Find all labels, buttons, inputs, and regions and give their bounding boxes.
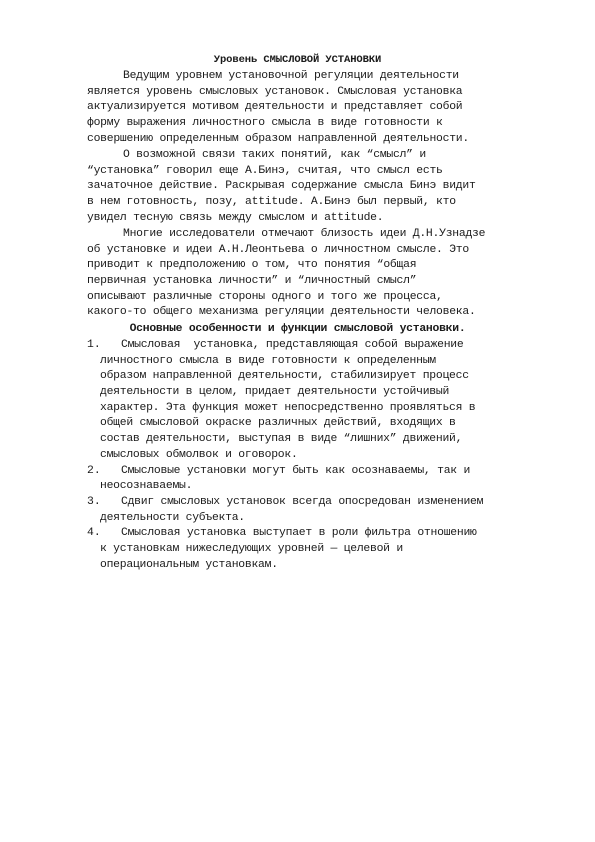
text-line: первичная установка личности” и “личностный смысл” [87,275,417,288]
text-line: смысловых обмолвок и оговорок. [100,448,298,461]
text-line: операциональным установкам. [100,558,278,571]
text-line: в нем готовность, позу, attitude. А.Бинэ был первый, кто [87,196,456,209]
text-line: увидел тесную связь между смыслом и attitude. [87,211,384,224]
text-line: зачаточное действие. Раскрывая содержание смысла Бинэ видит [87,180,476,193]
text-line: деятельности субъекта. [100,511,245,524]
text-line: Смысловая установка выступает в роли фильтра отношению [121,527,477,540]
text-line: Многие исследователи отмечают близость идеи Д.Н.Узнадзе [123,228,486,240]
text-line: образом направленной деятельности, стабилизирует процесс [100,370,469,383]
text-line: общей смысловой окраске различных действий, входящих в [100,417,456,430]
text-line: состав деятельности, выступая в виде “лишних” движений, [100,433,463,446]
text-line: к установкам нижеследующих уровней — целевой и [100,542,403,555]
text-line: описывают различные стороны одного и того же процесса, [87,290,443,303]
text-line: Ведущим уровнем установочной регуляции деятельности [123,70,459,82]
list-item [87,464,557,495]
text-line: форму выражения личностного смысла в виде готовности к [87,117,443,130]
text-line: деятельности в целом, придает деятельности устойчивый [100,386,450,399]
list-item-number: 4. [87,527,101,540]
list-item-number: 1. [87,339,101,351]
list-item-number: 2. [87,464,101,477]
list-item-number: 3. [87,495,101,508]
paragraph-2 [87,148,557,226]
text-line: об установке и идеи А.Н.Леонтьева о личностном смысле. Это [87,243,469,256]
document-title: Уровень СМЫСЛОВОЙ УСТАНОВКИ [213,54,382,66]
text-line: характер. Эта функция может непосредственно проявляться в [100,401,476,414]
text-line: О возможной связи таких понятий, как “смысл” и [123,149,426,161]
text-line: какого-то общего механизма регуляции деятельности человека. [87,306,476,319]
section-subheading [0,322,595,338]
text-line: Сдвиг смысловых установок всегда опосредован изменением [121,495,484,508]
text-line: является уровень смысловых установок. Смысловая установка [87,85,463,98]
paragraph-3 [87,227,557,321]
text-line: актуализируется мотивом деятельности и представляет собой [87,101,463,114]
paragraph-1 [87,69,557,147]
text-line: личностного смысла в виде готовности к определенным [100,354,436,367]
text-line: Смысловая установка, представляющая собой выражение [121,339,464,351]
text-line: Смысловые установки могут быть как осознаваемы, так и [121,464,471,477]
text-line: “установка” говорил еще А.Бинэ, считая, что смысл есть [87,164,443,177]
list-item [87,495,557,526]
text-line: приводит к предположению о том, что понятия “общая [87,259,417,272]
list-item [87,338,557,464]
subheading-text: Основные особенности и функции смысловой установки. [129,323,466,335]
list-item [87,526,557,573]
text-line: совершению определенным образом направленной деятельности. [87,132,469,145]
text-line: неосознаваемы. [100,480,193,493]
features-list [87,338,557,573]
